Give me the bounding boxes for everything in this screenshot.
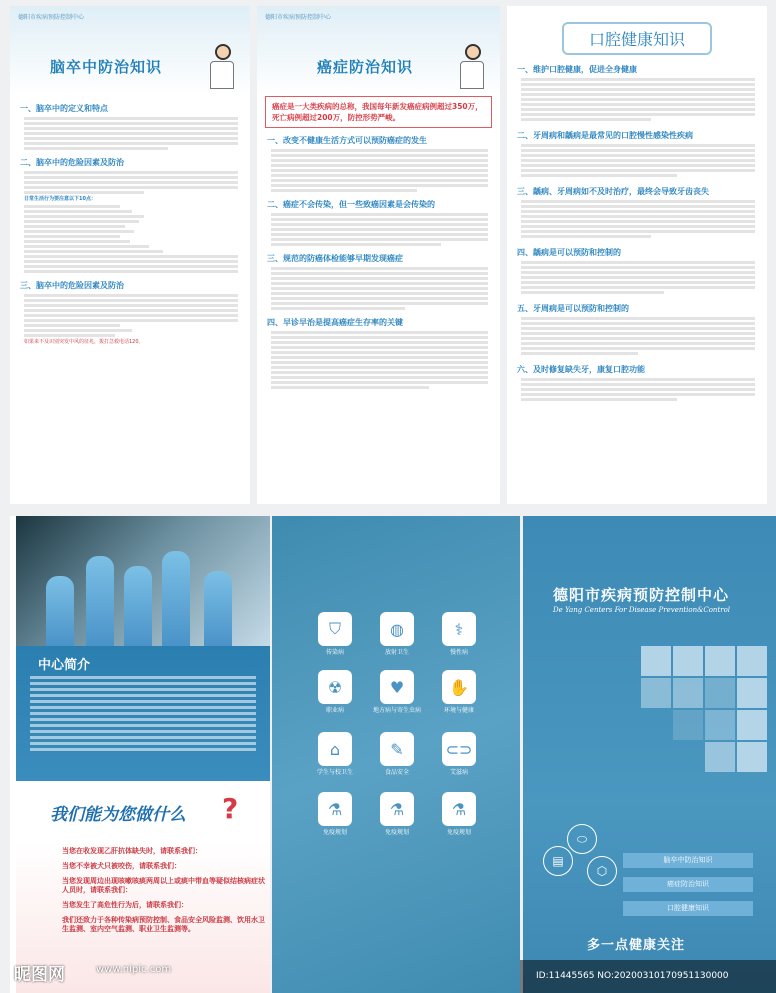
service-item	[310, 732, 360, 776]
water-icon: ◍	[380, 612, 414, 646]
service-label: 传染病	[325, 649, 344, 656]
service-label: 学生与校卫生	[316, 769, 353, 776]
service-label: 职业病	[325, 707, 344, 714]
emergency-note: 如果来不及识别突发中风的征兆，拨打急救电话120。	[24, 339, 144, 345]
body-text-lines	[507, 200, 767, 238]
section-heading: 三、脑卒中的危险因素及防治	[20, 281, 124, 290]
section-heading: 四、龋病是可以预防和控制的	[517, 248, 621, 257]
service-item	[310, 670, 360, 714]
body-text-lines	[257, 149, 500, 192]
tag-oral: 口腔健康知识	[623, 901, 753, 916]
doctor-illustration	[460, 44, 486, 92]
body-text-lines	[507, 317, 767, 355]
contact-item: 当您不幸被犬只被咬伤，请联系我们：	[62, 862, 181, 870]
section-heading: 一、改变不健康生活方式可以预防癌症的发生	[267, 136, 427, 145]
org-name: 德阳市疾病预防控制中心	[265, 14, 332, 21]
body-text-lines	[10, 205, 250, 253]
pill-icon: ⬭	[567, 824, 597, 854]
section-heading: 五、牙周病是可以预防和控制的	[517, 304, 629, 313]
service-label: 艾滋病	[449, 769, 468, 776]
panel-header	[10, 6, 250, 96]
oral-panel	[507, 6, 767, 504]
question-mark: ?	[222, 792, 239, 825]
service-item	[434, 670, 484, 714]
body-text-lines	[10, 171, 250, 194]
service-label: 放射卫生	[384, 649, 409, 656]
doctor-illustration	[210, 44, 236, 92]
service-item	[372, 612, 422, 656]
tag-stroke: 脑卒中防治知识	[623, 853, 753, 868]
service-label: 食品安全	[384, 769, 409, 776]
cancer-callout: 癌症是一大类疾病的总称，我国每年新发癌症病例超过350万，死亡病例超过200万，防控形势严峻。	[265, 96, 492, 128]
service-label: 慢性病	[449, 649, 468, 656]
section-heading: 二、脑卒中的危险因素及防治	[20, 158, 124, 167]
watermark-brand: 昵图网	[14, 965, 65, 985]
stroke-panel	[10, 6, 250, 504]
service-label: 免疫规划	[322, 829, 347, 836]
service-item	[434, 792, 484, 836]
section-heading: 一、维护口腔健康，促进全身健康	[517, 65, 637, 74]
body-text-lines	[10, 294, 250, 337]
service-item	[434, 612, 484, 656]
watermark-id: ID:11445565 NO:20200310170951130000	[520, 960, 776, 993]
tube-icon: ⚗	[442, 792, 476, 826]
body-text-lines	[10, 117, 250, 150]
tube-icon: ⚗	[318, 792, 352, 826]
watermark-url: www.nipic.com	[96, 964, 172, 975]
hexagon-icon: ⬡	[587, 856, 617, 886]
service-label: 免疫规划	[446, 829, 471, 836]
body-text-lines	[507, 78, 767, 121]
medical-team-photo	[16, 516, 270, 646]
contact-item: 当您发生了高危性行为后，请联系我们：	[62, 901, 188, 909]
body-text-lines	[507, 261, 767, 294]
service-item	[372, 792, 422, 836]
section-heading: 三、龋病、牙周病如不及时治疗，最终会导致牙齿丧失	[517, 187, 709, 196]
service-label: 环境与健康	[443, 707, 474, 714]
heart-icon: ♥	[380, 670, 414, 704]
service-item	[434, 732, 484, 776]
contact-item: 我们还致力于各种传染病预防控制、食品安全风险监测、饮用水卫生监测、室内空气监测、职业卫生监测等。	[62, 916, 265, 933]
body-text-lines	[257, 267, 500, 310]
tube-icon: ⚗	[380, 792, 414, 826]
body-text-lines	[257, 331, 500, 389]
section-heading: 二、癌症不会传染，但一些致癌因素是会传染的	[267, 200, 435, 209]
slogan: 多一点健康关注	[587, 938, 686, 953]
panel-title: 脑卒中防治知识	[50, 58, 163, 76]
pill-icon: ⊂⊃	[442, 732, 476, 766]
service-label: 免疫规划	[384, 829, 409, 836]
service-item	[372, 732, 422, 776]
body-text-lines	[507, 378, 767, 401]
cancer-panel	[257, 6, 500, 504]
center-intro-title: 中心简介	[38, 658, 91, 673]
document-icon: ▤	[543, 846, 573, 876]
service-item	[310, 792, 360, 836]
section-heading: 六、及时修复缺失牙，康复口腔功能	[517, 365, 645, 374]
service-label: 地方病与寄生虫病	[372, 707, 421, 714]
center-intro-panel	[10, 516, 270, 993]
center-name: 德阳市疾病预防控制中心	[553, 586, 730, 604]
school-icon: ⌂	[318, 732, 352, 766]
panel-title: 口腔健康知识	[562, 22, 712, 55]
cover-panel	[523, 516, 776, 993]
syringe-icon: ✎	[380, 732, 414, 766]
section-heading: 四、早诊早治是提高癌症生存率的关键	[267, 318, 403, 327]
section-heading: 三、规范的防癌体检能够早期发现癌症	[267, 254, 403, 263]
help-title: 我们能为您做什么	[50, 805, 186, 825]
center-english-name: De Yang Centers For Disease Prevention&Control	[553, 606, 731, 614]
section-heading: 二、牙周病和龋病是最常见的口腔慢性感染性疾病	[517, 131, 693, 140]
org-name: 德阳市疾病预防控制中心	[18, 14, 85, 21]
hand-leaf-icon: ✋	[442, 670, 476, 704]
service-item	[310, 612, 360, 656]
stethoscope-icon: ⚕	[442, 612, 476, 646]
panel-title: 癌症防治知识	[317, 58, 414, 76]
hazard-icon: ☢	[318, 670, 352, 704]
services-panel	[272, 516, 520, 993]
sub-heading: 日常生活行为要注意以下10点：	[24, 196, 96, 202]
section-heading: 一、脑卒中的定义和特点	[20, 104, 108, 113]
service-item	[372, 670, 422, 714]
body-text-lines	[257, 213, 500, 246]
panel-header	[257, 6, 500, 96]
body-text-lines	[16, 676, 270, 751]
center-intro-box	[16, 646, 270, 781]
body-text-lines	[10, 255, 250, 273]
contact-item: 当您在收发现乙肝抗体缺失时，请联系我们：	[62, 847, 202, 855]
contact-item: 当您发现周边出现咳嗽咳痰两周以上或痰中带血等疑似结核病症状人员时，请联系我们：	[62, 877, 265, 894]
shield-icon: ⛉	[318, 612, 352, 646]
lab-photo-mosaic	[641, 646, 769, 774]
tag-cancer: 癌症防治知识	[623, 877, 753, 892]
body-text-lines	[507, 144, 767, 177]
